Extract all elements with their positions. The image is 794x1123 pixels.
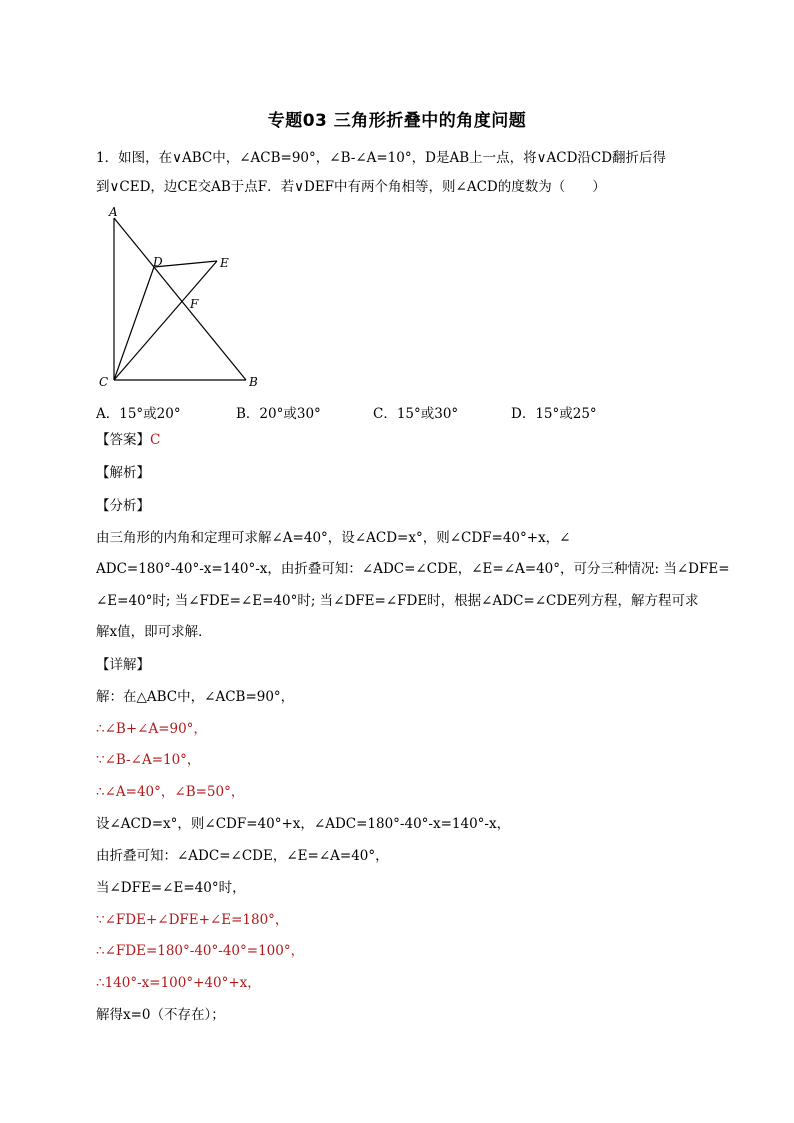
analysis-line-3: ∠E=40°时; 当∠FDE=∠E=40°时; 当∠DFE=∠FDE时，根据∠ADC=∠CDE列方程，解方程可求 <box>96 593 699 609</box>
detail-line: ∵∠B-∠A=10°， <box>96 752 201 768</box>
detail-line: 由折叠可知：∠ADC=∠CDE，∠E=∠A=40°， <box>96 848 389 864</box>
detail-line: 解：在△ABC中，∠ACB=90°， <box>96 689 295 705</box>
detail-line: ∴∠B+∠A=90°， <box>96 721 207 737</box>
detail-line: ∴∠FDE=180°-40°-40°=100°， <box>96 943 305 959</box>
label-b: B <box>249 375 258 389</box>
option-b: B．20°或30° <box>236 406 321 422</box>
answer-line <box>96 430 160 450</box>
label-f: F <box>190 297 199 311</box>
question-line-1: 1．如图，在∨ABC中，∠ACB=90°，∠B-∠A=10°，D是AB上一点，将∨ACD沿CD翻折后得 <box>96 150 667 166</box>
fenxi-tag: 【分析】 <box>96 498 150 514</box>
label-d: D <box>153 255 163 269</box>
detail-tag: 【详解】 <box>96 657 150 673</box>
triangle-diagram <box>96 203 266 393</box>
label-a: A <box>109 205 118 219</box>
segment-de <box>154 261 217 267</box>
detail-line: ∴140°-x=100°+40°+x， <box>96 975 261 991</box>
label-e: E <box>220 256 229 270</box>
label-c: C <box>99 375 109 389</box>
segment-ab <box>114 218 246 380</box>
detail-line: ∴∠A=40°，∠B=50°， <box>96 784 245 800</box>
analysis-line-1: 由三角形的内角和定理可求解∠A=40°，设∠ACD=x°，则∠CDF=40°+x，∠ <box>96 530 571 546</box>
analysis-tag: 【解析】 <box>96 465 150 481</box>
answer-tag: 【答案】 <box>96 432 150 448</box>
detail-line: 设∠ACD=x°，则∠CDF=40°+x，∠ADC=180°-40°-x=140°-x， <box>96 816 511 832</box>
analysis-line-2: ADC=180°-40°-x=140°-x，由折叠可知：∠ADC=∠CDE，∠E=∠A=40°，可分三种情况: 当∠DFE= <box>96 561 730 577</box>
detail-line: ∵∠FDE+∠DFE+∠E=180°， <box>96 912 289 928</box>
segment-ce <box>114 261 217 380</box>
option-c: C．15°或30° <box>373 406 459 422</box>
analysis-line-4: 解x值，即可求解． <box>96 624 212 640</box>
detail-line: 当∠DFE=∠E=40°时， <box>96 880 246 896</box>
answer-value: C <box>150 432 161 448</box>
triangle-figure <box>96 203 266 393</box>
detail-line: 解得x=0（不存在）； <box>96 1007 225 1023</box>
option-d: D．15°或25° <box>511 406 597 422</box>
page-title: 专题03 三角形折叠中的角度问题 <box>267 111 527 131</box>
question-line-2: 到∨CED，边CE交AB于点F．若∨DEF中有两个角相等，则∠ACD的度数为（ ） <box>96 179 606 195</box>
option-a: A．15°或20° <box>96 406 181 422</box>
segment-cd <box>114 267 154 380</box>
